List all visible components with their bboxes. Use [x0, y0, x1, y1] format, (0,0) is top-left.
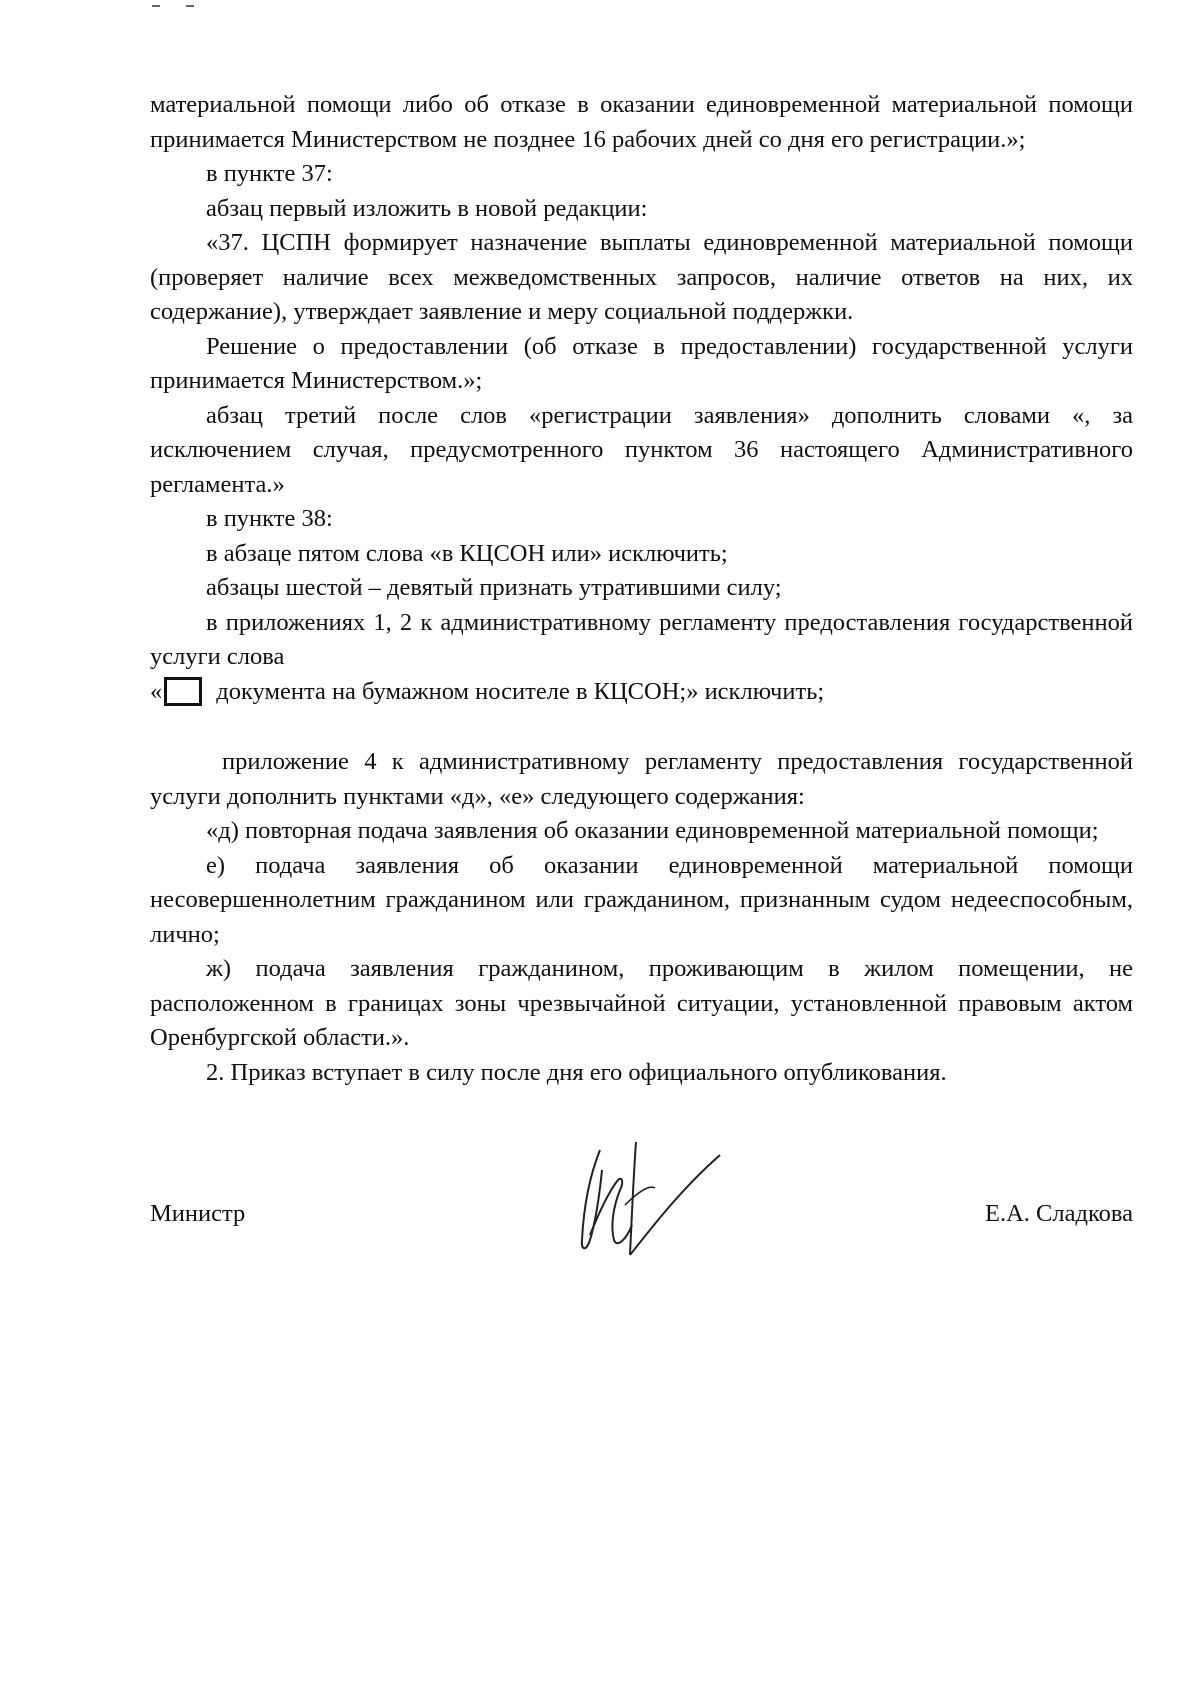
paragraph-5: Решение о предоставлении (об отказе в предоставлении) государственной услуги принимается Министерством.»; — [150, 332, 1133, 394]
empty-box-icon — [164, 677, 202, 706]
paragraph-13: «д) повторная подача заявления об оказании единовременной материальной помощи; — [206, 817, 1099, 844]
spacer — [150, 709, 1133, 745]
signer-name: Е.А. Сладкова — [985, 1200, 1133, 1227]
signer-title: Министр — [150, 1200, 246, 1227]
paragraph-10: в приложениях 1, 2 к административному регламенту предоставления государственной услуги слова — [150, 608, 1133, 670]
paragraph-9: абзацы шестой – девятый признать утратившими силу; — [206, 574, 782, 601]
handwritten-signature — [570, 1130, 740, 1270]
paragraph-8: в абзаце пятом слова «в КЦСОН или» исключить; — [206, 539, 728, 567]
signature-block — [150, 1130, 1133, 1270]
paragraph-16: 2. Приказ вступает в силу после дня его официального опубликования. — [206, 1058, 947, 1086]
paragraph-4: «37. ЦСПН формирует назначение выплаты единовременной материальной помощи (проверяет наличие всех межведомственных запросов, наличие ответов на них, их содержание), утверждает заявление и меру социальной поддержки. — [150, 229, 1133, 325]
paragraph-3: абзац первый изложить в новой редакции: — [206, 194, 648, 222]
paragraph-6: абзац третий после слов «регистрации заявления» дополнить словами «, за исключением случая, предусмотренного пунктом 36 настоящего Административного регламента.» — [150, 401, 1133, 498]
paragraph-15: ж) подача заявления гражданином, проживающим в жилом помещении, не расположенном в границах зоны чрезвычайной ситуации, установленной правовым актом Оренбургской области.». — [150, 955, 1133, 1051]
paragraph-11 — [150, 675, 1133, 710]
paragraph-12: приложение 4 к административному регламенту предоставления государственной услуги дополнить пунктами «д», «е» следующего содержания: — [150, 748, 1133, 810]
paragraph-14: е) подача заявления об оказании единовременной материальной помощи несовершеннолетним гражданином или гражданином, признанным судом недееспособным, лично; — [150, 851, 1133, 948]
scan-edge-marks — [150, 0, 230, 10]
paragraph-7: в пункте 38: — [206, 505, 333, 532]
paragraph-1: материальной помощи либо об отказе в оказании единовременной материальной помощи принимается Министерством не позднее 16 рабочих дней со дня его регистрации.»; — [150, 91, 1133, 153]
open-quote: « — [150, 677, 163, 705]
paragraph-11-text: документа на бумажном носителе в КЦСОН;» исключить; — [216, 677, 825, 705]
document-body — [150, 88, 1133, 1090]
paragraph-2: в пункте 37: — [206, 160, 333, 187]
